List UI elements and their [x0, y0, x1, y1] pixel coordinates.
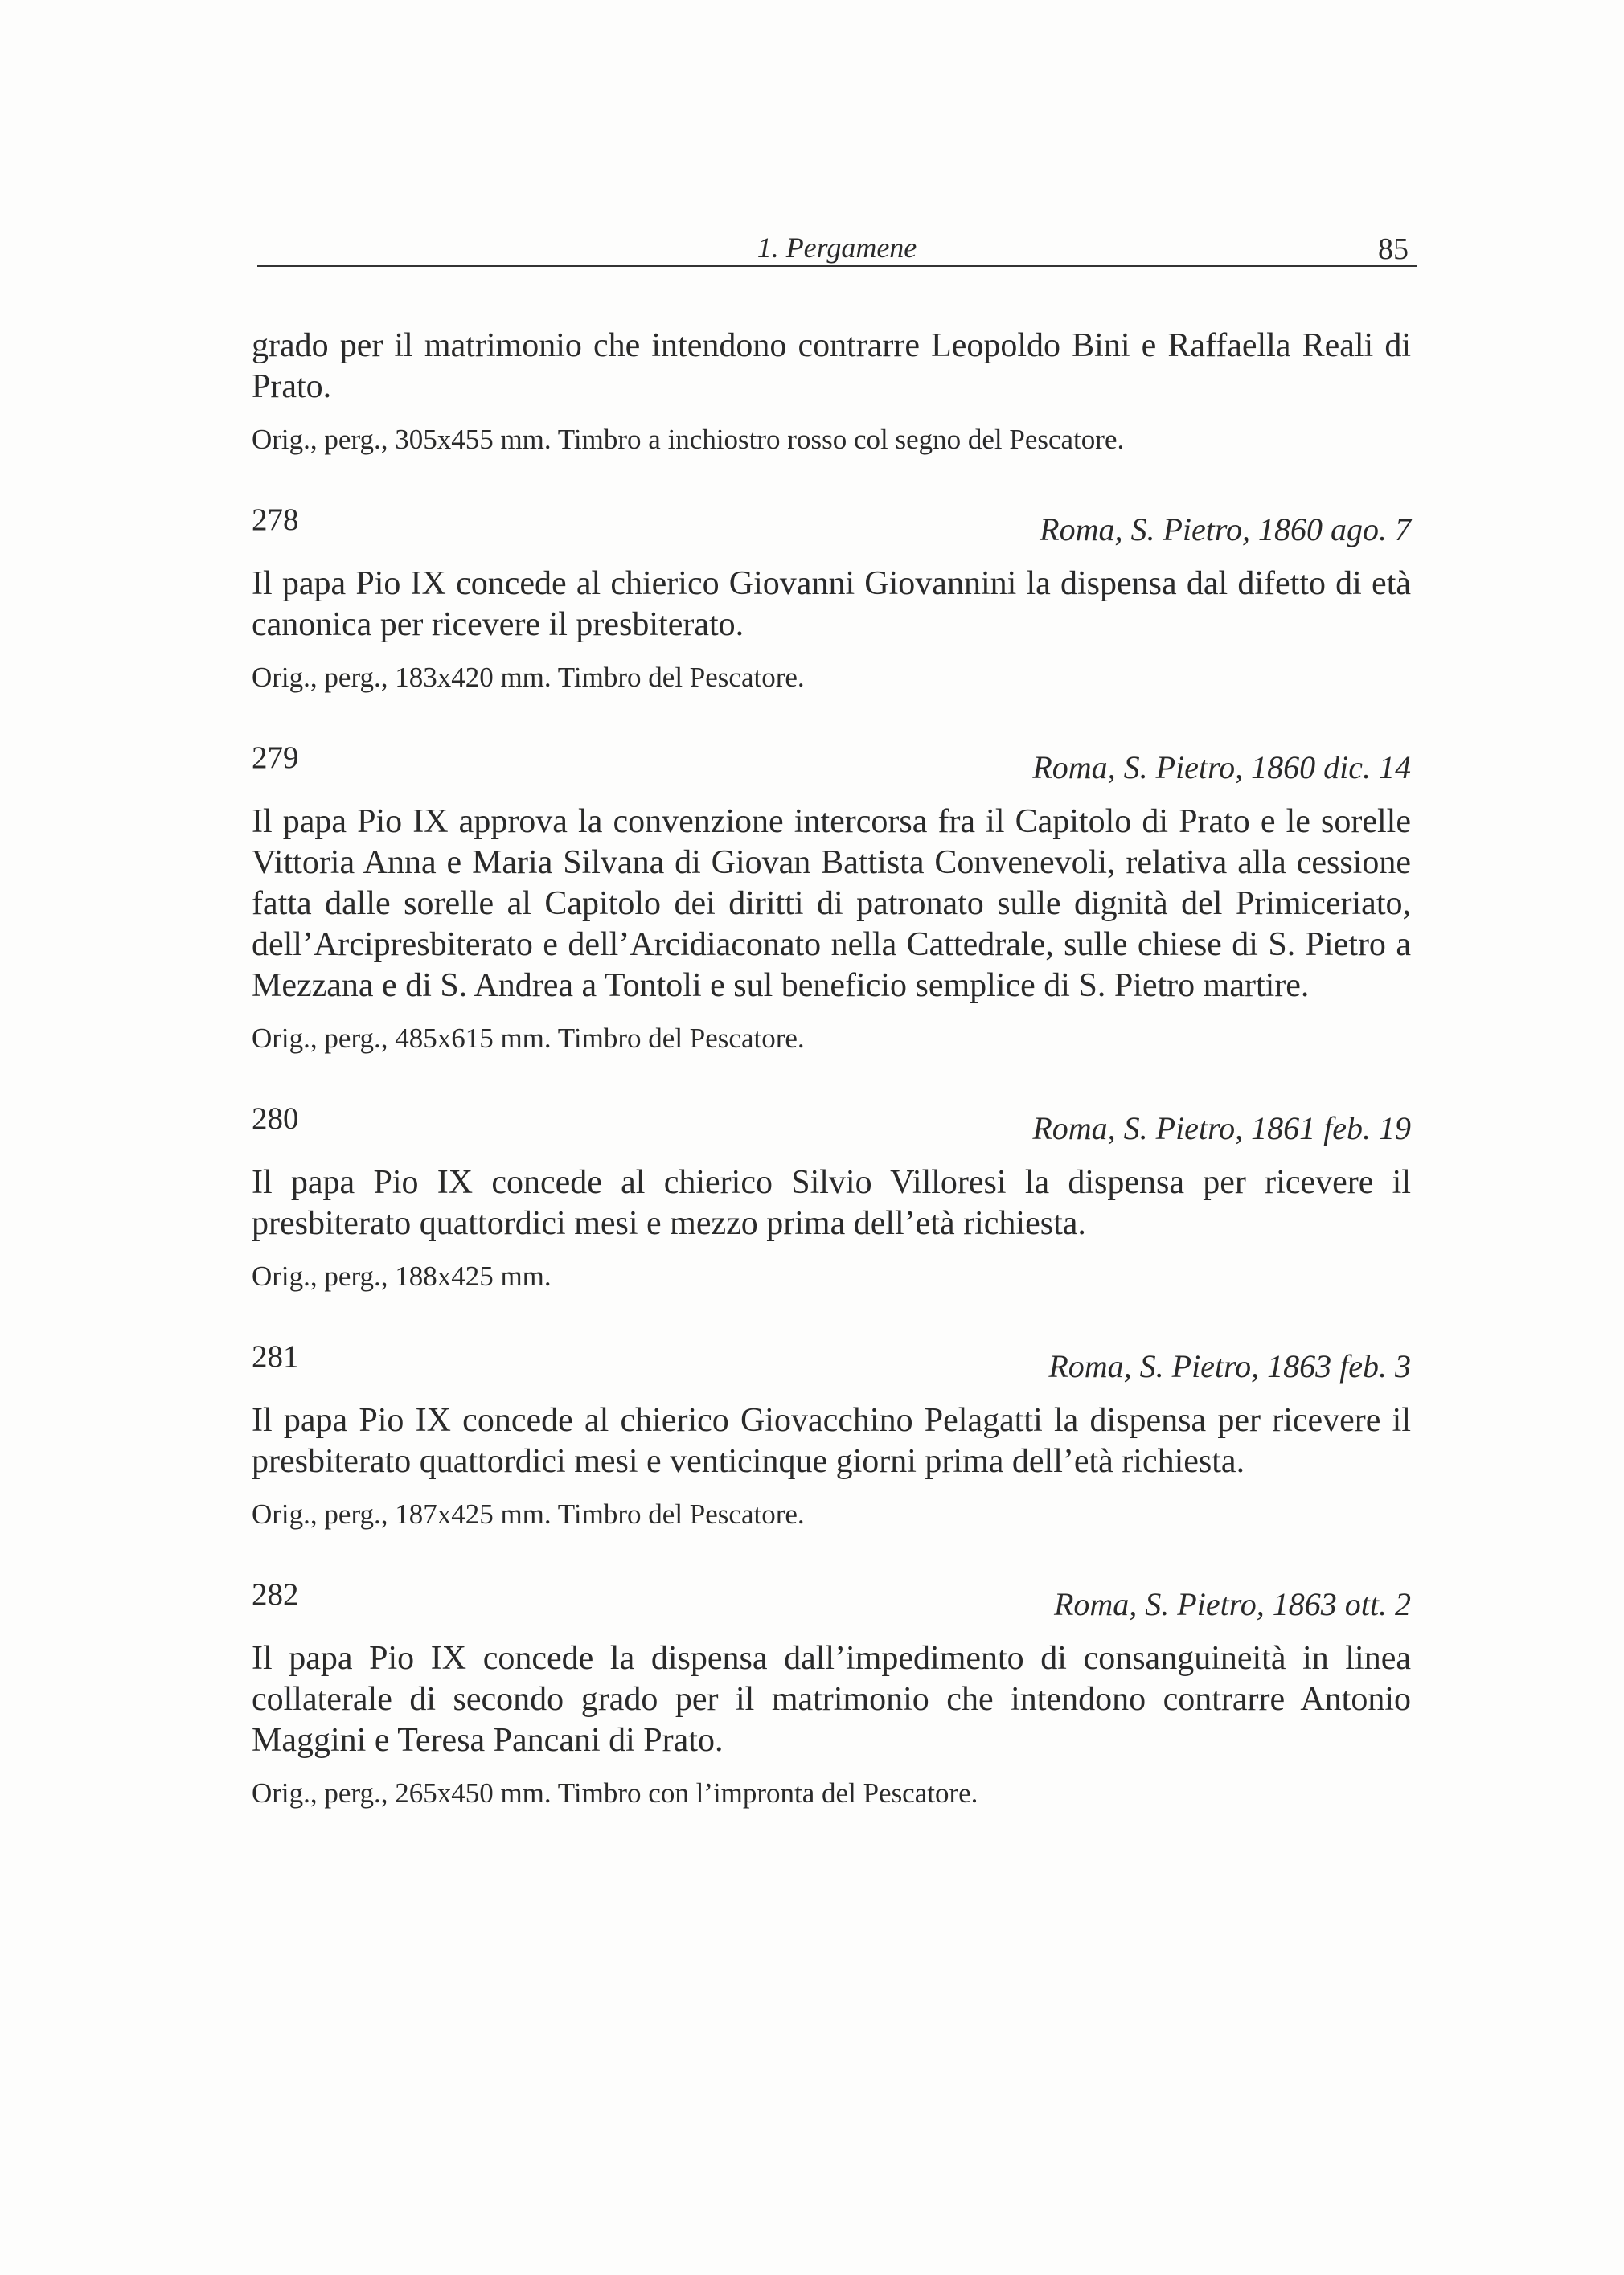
entry-header [252, 1574, 1411, 1622]
entry-number: 280 [252, 1101, 299, 1136]
entry-orig-note: Orig., perg., 183x420 mm. Timbro del Pescatore. [252, 662, 805, 693]
entry-continuation [252, 326, 1411, 457]
entry-text: Il papa Pio IX concede al chierico Giovacchino Pelagatti la dispensa per ricevere il presbiterato quattordici mesi e venticinque giorni prima dell’età richiesta. [252, 1402, 1411, 1480]
entry-orig-note: Orig., perg., 485x615 mm. Timbro del Pescatore. [252, 1023, 805, 1054]
entry-280 [252, 1098, 1411, 1294]
entry-text: Il papa Pio IX approva la convenzione intercorsa fra il Capitolo di Prato e le sorelle Vittoria Anna e Maria Silvana di Giovan Battista Convenevoli, relativa alla cessione fatta dalle sorelle al Capitolo dei diritti di patronato sulle dignità del Primiceriato, dell’Arcipresbiterato e dell’Arcidiaconato nella Cattedrale, sulle chiese di S. Pietro a Mezzana e di S. Andrea a Tontoli e sul beneficio semplice di S. Pietro martire. [252, 803, 1411, 1004]
entry-number: 281 [252, 1339, 299, 1374]
entry-text: grado per il matrimonio che intendono contrarre Leopoldo Bini e Raffaella Reali di Prato. [252, 327, 1411, 405]
entry-278 [252, 499, 1411, 695]
entry-279 [252, 737, 1411, 1056]
entry-header [252, 1098, 1411, 1146]
entry-header [252, 737, 1411, 785]
entry-orig-note: Orig., perg., 188x425 mm. [252, 1260, 552, 1292]
entry-date: Roma, S. Pietro, 1860 dic. 14 [1032, 749, 1411, 785]
running-head [257, 230, 1417, 267]
entry-text: Il papa Pio IX concede al chierico Giovanni Giovannini la dispensa dal difetto di età canonica per ricevere il presbiterato. [252, 565, 1411, 643]
entry-281 [252, 1336, 1411, 1532]
page-content [252, 326, 1411, 1811]
entry-text: Il papa Pio IX concede la dispensa dall’impedimento di consanguineità in linea collaterale di secondo grado per il matrimonio che intendono contrarre Antonio Maggini e Teresa Pancani di Prato. [252, 1640, 1411, 1759]
entry-date: Roma, S. Pietro, 1861 feb. 19 [1032, 1110, 1411, 1146]
entry-date: Roma, S. Pietro, 1863 ott. 2 [1053, 1586, 1411, 1622]
entry-282 [252, 1574, 1411, 1811]
entry-text: Il papa Pio IX concede al chierico Silvio Villoresi la dispensa per ricevere il presbiterato quattordici mesi e mezzo prima dell’età richiesta. [252, 1164, 1411, 1242]
entry-header [252, 1336, 1411, 1384]
entry-date: Roma, S. Pietro, 1863 feb. 3 [1048, 1348, 1411, 1384]
entry-date: Roma, S. Pietro, 1860 ago. 7 [1040, 511, 1411, 547]
entry-number: 282 [252, 1577, 299, 1612]
entry-number: 279 [252, 740, 299, 775]
entry-orig-note: Orig., perg., 265x450 mm. Timbro con l’impronta del Pescatore. [252, 1777, 978, 1809]
entry-number: 278 [252, 502, 299, 537]
page-number: 85 [1378, 232, 1409, 266]
entry-orig-note: Orig., perg., 187x425 mm. Timbro del Pescatore. [252, 1498, 805, 1530]
running-head-title: 1. Pergamene [757, 232, 917, 264]
entry-orig-note: Orig., perg., 305x455 mm. Timbro a inchiostro rosso col segno del Pescatore. [252, 424, 1125, 455]
entry-header [252, 499, 1411, 547]
